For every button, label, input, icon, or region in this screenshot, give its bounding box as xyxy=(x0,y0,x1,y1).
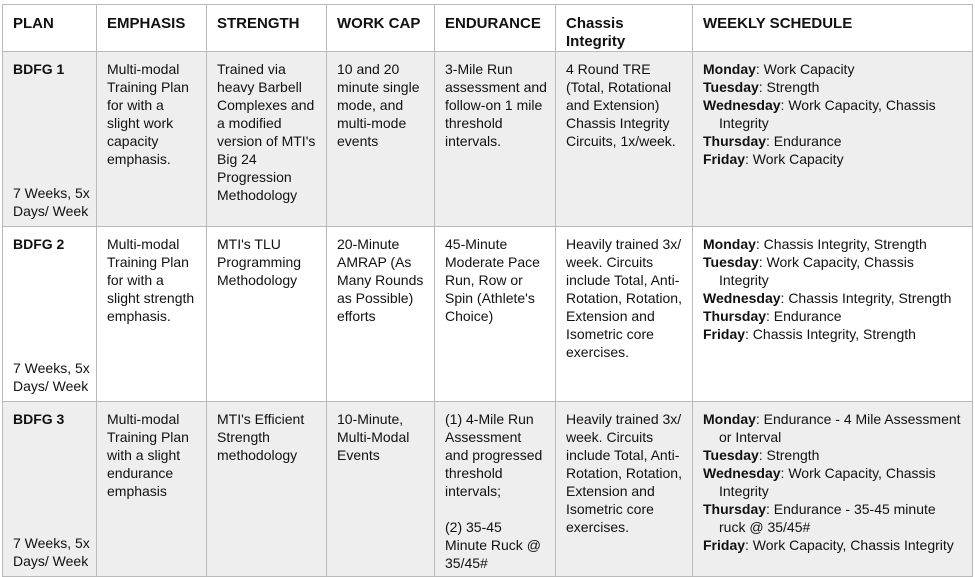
chassis-text: Heavily trained 3x/ week. Circuits include Total, Anti-Rotation, Rotation, Extension and Isometric core exercises. xyxy=(566,236,682,360)
schedule-focus: : Endurance - 4 Mile Assessment or Interval xyxy=(719,411,961,445)
schedule-day: Wednesday xyxy=(703,290,781,306)
emphasis-cell xyxy=(97,402,207,577)
strength-cell xyxy=(207,402,327,577)
endurance-text: (1) 4-Mile Run Assessment and progressed threshold intervals; xyxy=(445,411,543,499)
plan-cell xyxy=(3,402,97,577)
schedule-line xyxy=(703,500,964,536)
schedule-list xyxy=(703,410,964,554)
header-plan: PLAN xyxy=(3,5,97,52)
emphasis-text: Multi-modal Training Plan for with a slight strength emphasis. xyxy=(107,236,195,324)
header-strength: STRENGTH xyxy=(207,5,327,52)
schedule-day: Monday xyxy=(703,61,756,77)
chassis-text: 4 Round TRE (Total, Rotational and Extension) Chassis Integrity Circuits, 1x/week. xyxy=(566,61,676,149)
schedule-day: Wednesday xyxy=(703,97,781,113)
header-chassis-integrity: Chassis Integrity xyxy=(556,5,693,52)
schedule-day: Friday xyxy=(703,326,746,342)
schedule-focus: : Chassis Integrity, Strength xyxy=(780,290,952,306)
chassis-cell xyxy=(556,227,693,402)
header-work-cap: WORK CAP xyxy=(327,5,435,52)
plan-cell xyxy=(3,227,97,402)
header-row xyxy=(3,5,973,52)
schedule-focus: : Endurance xyxy=(766,308,842,324)
schedule-line xyxy=(703,78,964,96)
schedule-focus: : Endurance xyxy=(766,133,842,149)
chassis-cell xyxy=(556,402,693,577)
schedule-focus: : Work Capacity xyxy=(755,61,855,77)
schedule-focus: : Work Capacity, Chassis Integrity xyxy=(745,537,954,553)
table-row xyxy=(3,227,973,402)
plan-name: BDFG 1 xyxy=(13,61,65,77)
training-plans-table xyxy=(2,4,973,577)
schedule-focus: : Work Capacity xyxy=(745,151,844,167)
schedule-line xyxy=(703,325,964,343)
work-cap-text: 10-Minute, Multi-Modal Events xyxy=(337,411,410,463)
plan-frequency: 7 Weeks, 5x Days/ Week xyxy=(13,535,90,569)
table-row xyxy=(3,402,973,577)
work-cap-cell xyxy=(327,227,435,402)
schedule-list xyxy=(703,235,964,343)
schedule-line xyxy=(703,410,964,446)
strength-text: Trained via heavy Barbell Complexes and a modified version of MTI's Big 24 Progression Methodology xyxy=(217,61,316,203)
endurance-extra-text: (2) 35-45 Minute Ruck @ 35/45# xyxy=(445,519,541,571)
endurance-text: 45-Minute Moderate Pace Run, Row or Spin (Athlete's Choice) xyxy=(445,236,540,324)
plan-cell xyxy=(3,52,97,227)
header-weekly-schedule: WEEKLY SCHEDULE xyxy=(693,5,973,52)
header-emphasis: EMPHASIS xyxy=(97,5,207,52)
plan-frequency: 7 Weeks, 5x Days/ Week xyxy=(13,360,90,394)
schedule-focus: : Work Capacity, Chassis Integrity xyxy=(719,97,936,131)
schedule-line xyxy=(703,536,964,554)
table-row xyxy=(3,52,973,227)
schedule-cell xyxy=(693,52,973,227)
schedule-line xyxy=(703,132,964,150)
schedule-day: Thursday xyxy=(703,308,767,324)
schedule-focus: : Work Capacity, Chassis Integrity xyxy=(719,254,914,288)
schedule-focus: : Strength xyxy=(758,447,820,463)
schedule-day: Friday xyxy=(703,537,746,553)
strength-text: MTI's TLU Programming Methodology xyxy=(217,236,302,288)
schedule-day: Monday xyxy=(703,411,756,427)
strength-cell xyxy=(207,227,327,402)
endurance-cell xyxy=(435,402,556,577)
schedule-line xyxy=(703,96,964,132)
schedule-day: Friday xyxy=(703,151,746,167)
endurance-cell xyxy=(435,52,556,227)
schedule-cell xyxy=(693,402,973,577)
schedule-focus: : Endurance - 35-45 minute ruck @ 35/45# xyxy=(719,501,936,535)
plan-frequency: 7 Weeks, 5x Days/ Week xyxy=(13,185,90,219)
schedule-line xyxy=(703,60,964,78)
work-cap-cell xyxy=(327,52,435,227)
schedule-focus: : Chassis Integrity, Strength xyxy=(745,326,916,342)
plan-name: BDFG 3 xyxy=(13,411,65,427)
chassis-cell xyxy=(556,52,693,227)
emphasis-cell xyxy=(97,227,207,402)
work-cap-text: 10 and 20 minute single mode, and multi-mode events xyxy=(337,61,420,149)
header-endurance: ENDURANCE xyxy=(435,5,556,52)
work-cap-cell xyxy=(327,402,435,577)
strength-text: MTI's Efficient Strength methodology xyxy=(217,411,305,463)
schedule-day: Tuesday xyxy=(703,254,759,270)
schedule-day: Tuesday xyxy=(703,79,759,95)
schedule-line xyxy=(703,289,964,307)
schedule-line xyxy=(703,307,964,325)
schedule-line xyxy=(703,150,964,168)
endurance-cell xyxy=(435,227,556,402)
schedule-day: Thursday xyxy=(703,501,767,517)
strength-cell xyxy=(207,52,327,227)
schedule-day: Wednesday xyxy=(703,465,781,481)
schedule-line xyxy=(703,446,964,464)
schedule-day: Thursday xyxy=(703,133,767,149)
schedule-focus: : Strength xyxy=(758,79,820,95)
schedule-line xyxy=(703,253,964,289)
spacer xyxy=(445,500,547,518)
schedule-day: Tuesday xyxy=(703,447,759,463)
chassis-text: Heavily trained 3x/ week. Circuits include Total, Anti-Rotation, Rotation, Extension and Isometric core exercises. xyxy=(566,411,682,535)
schedule-focus: : Work Capacity, Chassis Integrity xyxy=(719,465,936,499)
schedule-line xyxy=(703,235,964,253)
schedule-day: Monday xyxy=(703,236,756,252)
emphasis-text: Multi-modal Training Plan for with a slight work capacity emphasis. xyxy=(107,61,189,167)
plan-name: BDFG 2 xyxy=(13,236,65,252)
endurance-text: 3-Mile Run assessment and follow-on 1 mile threshold intervals. xyxy=(445,61,547,149)
emphasis-text: Multi-modal Training Plan with a slight endurance emphasis xyxy=(107,411,189,499)
schedule-line xyxy=(703,464,964,500)
schedule-focus: : Chassis Integrity, Strength xyxy=(755,236,927,252)
emphasis-cell xyxy=(97,52,207,227)
schedule-list xyxy=(703,60,964,168)
work-cap-text: 20-Minute AMRAP (As Many Rounds as Possible) efforts xyxy=(337,236,424,324)
schedule-cell xyxy=(693,227,973,402)
